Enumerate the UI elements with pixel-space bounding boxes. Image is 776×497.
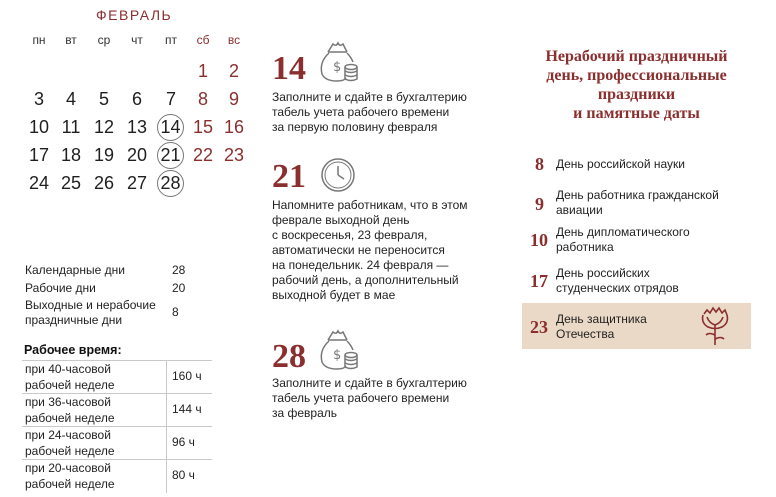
calendar-day: 4: [65, 89, 76, 109]
holiday-name: [556, 266, 746, 296]
money-bag-icon: [317, 328, 359, 372]
work-time-row-value: 80 ч: [172, 468, 195, 482]
event-text-line: выходной будет в мае: [272, 288, 396, 302]
stat-calendar-days-value: 28: [172, 263, 186, 277]
event-text-line: табель учета рабочего времени: [272, 391, 450, 405]
holiday-name: [556, 188, 746, 218]
calendar-day: 17: [28, 145, 50, 165]
weekday-fri: пт: [165, 33, 177, 47]
holidays-title-line: день, профессиональные: [546, 67, 727, 84]
event-text-line: с воскресенья, 23 февраля,: [272, 228, 428, 242]
stat-weekends-label: Выходные и нерабочие: [25, 298, 156, 312]
event-text-line: автоматически не переносится: [272, 243, 445, 257]
calendar-day-marked: 28: [157, 170, 184, 197]
calendar-day: 13: [126, 117, 148, 137]
calendar-day: 7: [165, 89, 176, 109]
weekday-mon: пн: [32, 33, 46, 47]
holiday-day: 10: [530, 230, 548, 250]
holiday-name-line: авиации: [556, 203, 603, 217]
weekday-sun: вс: [227, 33, 241, 47]
event-day-number: 28: [272, 338, 306, 375]
svg-text:$: $: [333, 60, 342, 75]
event-text-line: рабочий день, а дополнительный: [272, 273, 459, 287]
calendar-day: 24: [28, 173, 50, 193]
holiday-name-line: День российской науки: [556, 157, 685, 171]
stat-working-days-label: Рабочие дни: [25, 281, 96, 295]
event-text-line: за февраль: [272, 406, 338, 420]
holiday-day: 17: [530, 271, 548, 291]
calendar-day: 23: [223, 145, 245, 165]
clock-icon: [320, 157, 356, 193]
stat-weekends-label: праздничные дни: [25, 313, 123, 327]
holiday-name-line: студенческих отрядов: [556, 281, 679, 295]
calendar-day: 15: [192, 117, 214, 137]
svg-text:$: $: [333, 348, 342, 363]
event-text-line: на понедельник. 24 февраля —: [272, 258, 449, 272]
calendar-day: 6: [131, 89, 142, 109]
holidays-title-line: Нерабочий праздничный: [545, 48, 728, 65]
work-time-row-label: при 20-часовой: [25, 461, 111, 475]
event-day-number: 14: [272, 50, 306, 87]
calendar-day: 22: [192, 145, 214, 165]
calendar-day-marked: 14: [157, 114, 184, 141]
holidays-title-line: и памятные даты: [573, 105, 700, 122]
calendar-day: 19: [93, 145, 115, 165]
work-time-row-label: рабочей неделе: [25, 444, 115, 458]
calendar-day: 12: [93, 117, 115, 137]
stat-working-days-value: 20: [172, 281, 186, 295]
work-time-row-label: рабочей неделе: [25, 378, 115, 392]
calendar-day: 2: [228, 61, 239, 81]
weekday-sat: сб: [196, 33, 210, 47]
holiday-name: [556, 225, 746, 255]
calendar-day: 16: [223, 117, 245, 137]
calendar-day: 1: [197, 61, 208, 81]
calendar-day-marked: 21: [157, 142, 184, 169]
work-time-row-value: 96 ч: [172, 435, 195, 449]
holiday-name-line: День работника гражданской: [556, 188, 719, 202]
calendar-day: 11: [61, 117, 81, 137]
calendar-day: 8: [197, 89, 208, 109]
holidays-title: [515, 47, 758, 123]
stat-weekends-value: 8: [172, 305, 179, 319]
work-time-row-label: рабочей неделе: [25, 411, 115, 425]
calendar-day: 25: [60, 173, 82, 193]
calendar-month-title: ФЕВРАЛЬ: [96, 7, 173, 23]
calendar-day: 10: [28, 117, 50, 137]
calendar-day: 20: [126, 145, 148, 165]
holidays-title-line: праздники: [597, 86, 676, 103]
calendar-day: 9: [228, 89, 239, 109]
work-time-row-value: 160 ч: [172, 369, 202, 383]
table-column-divider: [166, 360, 167, 493]
event-text-line: Заполните и сдайте в бухгалтерию: [272, 90, 467, 104]
calendar-day: 5: [98, 89, 109, 109]
event-day-number: 21: [272, 158, 306, 195]
holiday-day: 9: [535, 194, 544, 214]
event-description: [272, 376, 487, 421]
holiday-name-line: работника: [556, 240, 614, 254]
calendar-day: 3: [33, 89, 44, 109]
stat-calendar-days-label: Календарные дни: [25, 263, 125, 277]
work-time-row-label: при 24-часовой: [25, 428, 111, 442]
weekday-thu: чт: [131, 33, 143, 47]
event-text-line: Напомните работникам, что в этом: [272, 198, 468, 212]
holiday-name-line: День защитника: [556, 312, 647, 326]
weekday-wed: ср: [97, 33, 111, 47]
money-bag-icon: [317, 40, 359, 84]
event-text-line: табель учета рабочего времени: [272, 105, 450, 119]
work-time-title: Рабочее время:: [24, 343, 122, 357]
work-time-row-label: рабочей неделе: [25, 477, 115, 491]
work-time-row-label: при 36-часовой: [25, 395, 111, 409]
event-description: [272, 90, 487, 135]
calendar-day: 18: [60, 145, 82, 165]
work-time-row-value: 144 ч: [172, 402, 202, 416]
work-time-row-label: при 40-часовой: [25, 362, 111, 376]
holiday-name-line: День российских: [556, 266, 650, 280]
event-text-line: за первую половину февраля: [272, 120, 438, 134]
carnation-icon: [697, 305, 733, 347]
event-text-line: феврале выходной день: [272, 213, 410, 227]
calendar-day: 27: [126, 173, 148, 193]
weekday-tue: вт: [65, 33, 77, 47]
event-description: [272, 198, 487, 303]
holiday-name-line: Отечества: [556, 327, 615, 341]
event-text-line: Заполните и сдайте в бухгалтерию: [272, 376, 467, 390]
holiday-day: 8: [535, 154, 544, 174]
holiday-day: 23: [530, 317, 548, 337]
calendar-day: 26: [93, 173, 115, 193]
holiday-name-line: День дипломатического: [556, 225, 690, 239]
holiday-name: [556, 157, 746, 172]
